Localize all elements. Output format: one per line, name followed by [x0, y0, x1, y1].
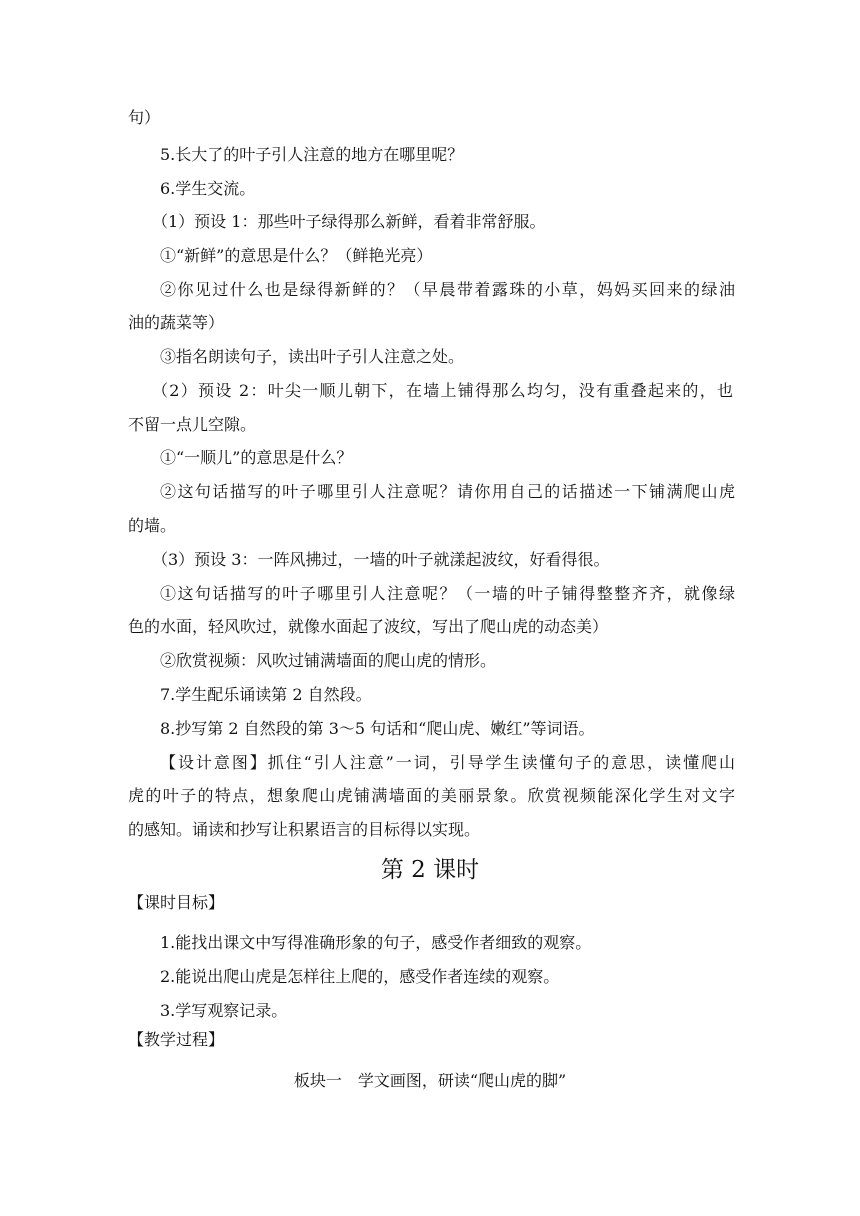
paragraph-line: 5.长大了的叶子引人注意的地方在哪里呢？ [160, 145, 464, 164]
paragraph-line: （2）预设 2：叶尖一顺儿朝下，在墙上铺得那么均匀，没有重叠起来的，也 [152, 381, 733, 400]
design-intent-line: 【设计意图】抓住“引人注意”一词，引导学生读懂句子的意思，读懂爬山 [160, 753, 735, 772]
paragraph-line: （1）预设 1：那些叶子绿得那么新鲜，看着非常舒服。 [152, 212, 546, 231]
paragraph-line: ①“一顺儿”的意思是什么？ [160, 448, 353, 467]
goals-heading: 【课时目标】 [128, 893, 225, 912]
goal-item: 1.能找出课文中写得准确形象的句子，感受作者细致的观察。 [160, 933, 592, 952]
paragraph-line: 的墙。 [128, 516, 177, 535]
block-title: 板块一 学文画图，研读“爬山虎的脚” [293, 1071, 567, 1090]
paragraph-line: 7.学生配乐诵读第 2 自然段。 [160, 685, 372, 704]
paragraph-line: 油的蔬菜等） [128, 313, 225, 332]
paragraph-line: ③指名朗读句子，读出叶子引人注意之处。 [160, 347, 465, 366]
process-heading: 【教学过程】 [128, 1030, 225, 1049]
lesson-title: 第 2 课时 [380, 857, 480, 883]
goal-item: 3.学写观察记录。 [160, 1001, 288, 1020]
paragraph-line: 句） [128, 108, 161, 127]
paragraph-line: 不留一点儿空隙。 [128, 415, 257, 434]
goal-item: 2.能说出爬山虎是怎样往上爬的，感受作者连续的观察。 [160, 967, 560, 986]
design-intent-line: 虎的叶子的特点，想象爬山虎铺满墙面的美丽景象。欣赏视频能深化学生对文字 [128, 786, 735, 805]
paragraph-line: （3）预设 3：一阵风拂过，一墙的叶子就漾起波纹，好看得很。 [152, 550, 610, 569]
paragraph-line: ①这句话描写的叶子哪里引人注意呢？（一墙的叶子铺得整整齐齐，就像绿 [160, 584, 735, 603]
paragraph-line: ①“新鲜”的意思是什么？（鲜艳光亮） [160, 246, 433, 265]
paragraph-line: ②这句话描写的叶子哪里引人注意呢？请你用自己的话描述一下铺满爬山虎 [160, 482, 735, 501]
paragraph-line: 6.学生交流。 [160, 179, 256, 198]
paragraph-line: 8.抄写第 2 自然段的第 3～5 句话和“爬山虎、嫩红”等词语。 [160, 719, 595, 738]
paragraph-line: ②你见过什么也是绿得新鲜的？（早晨带着露珠的小草，妈妈买回来的绿油 [160, 280, 735, 299]
design-intent-line: 的感知。诵读和抄写让积累语言的目标得以实现。 [128, 820, 481, 839]
paragraph-line: 色的水面，轻风吹过，就像水面起了波纹，写出了爬山虎的动态美） [128, 617, 609, 636]
paragraph-line: ②欣赏视频：风吹过铺满墙面的爬山虎的情形。 [160, 651, 497, 670]
